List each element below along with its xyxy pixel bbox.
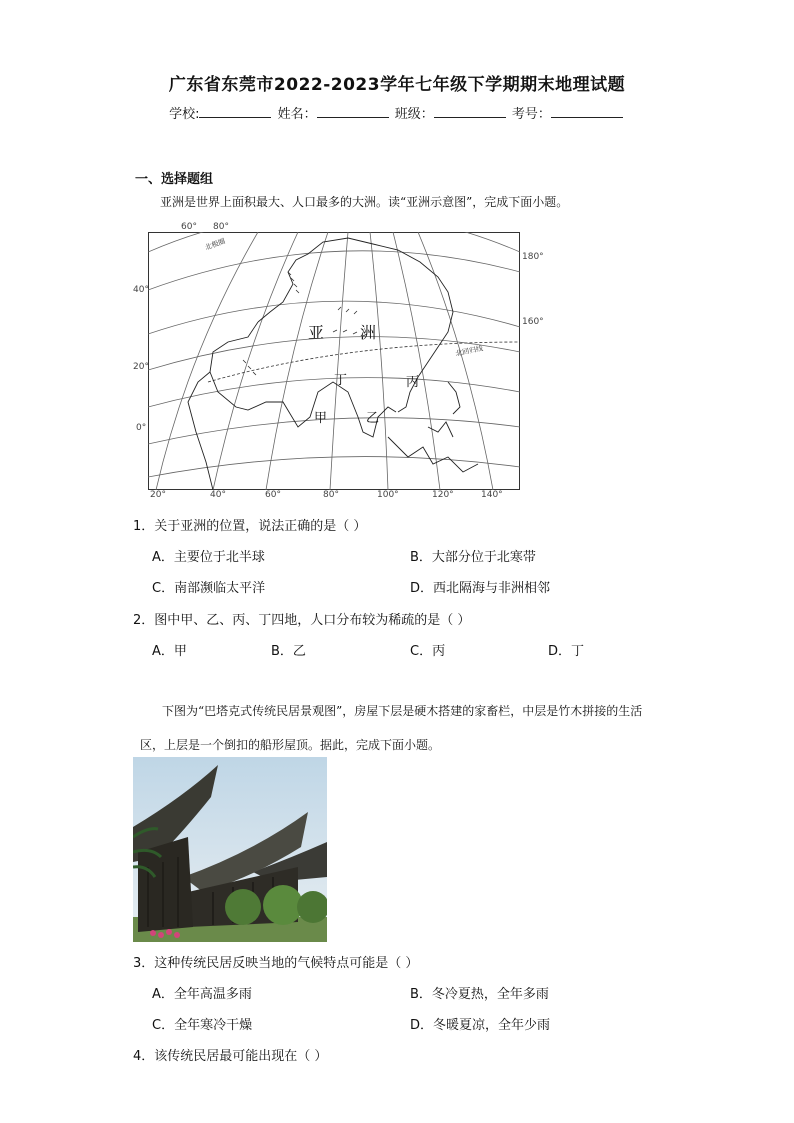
question-2-option-a[interactable]: A．甲 [152,644,187,659]
map-label-bing: 丙 [406,375,420,390]
map-label-asia: 亚 [308,323,325,342]
student-info-line [0,103,794,122]
school-label: 学校: [169,107,200,122]
question-2-stem: 2．图中甲、乙、丙、丁四地，人口分布较为稀疏的是（ ） [133,613,471,628]
map-tick-bottom-3: 80° [323,490,339,500]
name-blank [317,105,389,118]
page-title: 广东省东莞市2022-2023学年七年级下学期期末地理试题 [168,75,626,95]
map-tick-left-0: 40° [133,285,149,295]
question-1-stem: 1．关于亚洲的位置，说法正确的是（ ） [133,519,367,534]
map-label-ding: 丁 [334,373,348,388]
map-label-arctic: 北极圈 [203,237,227,252]
map-tick-top-1: 80° [213,222,229,232]
map-tick-right-0: 180° [522,252,544,262]
name-label: 姓名： [277,107,317,122]
school-blank [199,105,271,118]
question-2-option-d[interactable]: D．丁 [548,644,585,659]
batak-house-photo [133,757,327,942]
map-tick-left-1: 20° [133,362,149,372]
map-tick-bottom-6: 140° [481,490,503,500]
question-2-option-c[interactable]: C．丙 [410,644,446,659]
map-label-yi: 乙 [366,411,380,426]
map-tick-left-2: 0° [136,423,147,433]
map-tick-right-1: 160° [522,317,544,327]
question-1-option-c[interactable]: C．南部濒临太平洋 [152,581,266,596]
section-title: 一、选择题组 [135,172,214,187]
question-3-option-d[interactable]: D．冬暖夏凉，全年少雨 [410,1018,551,1033]
class-label: 班级： [394,107,434,122]
asia-map [148,232,520,490]
exam-number-label: 考号： [511,107,551,122]
question-3-stem: 3．这种传统民居反映当地的气候特点可能是（ ） [133,956,419,971]
map-tick-bottom-2: 60° [265,490,281,500]
asia-map-svg [148,232,520,490]
class-blank [434,105,506,118]
map-label-tropic: 北回归线 [454,344,484,358]
question-3-option-c[interactable]: C．全年寒冷干燥 [152,1018,253,1033]
map-label-zhou: 洲 [360,323,377,342]
question-1-option-b[interactable]: B．大部分位于北寒带 [410,550,536,565]
question-1-option-d[interactable]: D．西北隔海与非洲相邻 [410,581,551,596]
group2-intro: 下图为“巴塔克式传统民居景观图”，房屋下层是硬木搭建的家畜栏，中层是竹木拼接的生活区，上层是一个倒扣的船形屋顶。据此，完成下面小题。 [140,704,643,752]
map-tick-bottom-0: 20° [150,490,166,500]
question-1-option-a[interactable]: A．主要位于北半球 [152,550,265,565]
map-tick-bottom-4: 100° [377,490,399,500]
batak-house-illustration [133,757,327,942]
map-tick-bottom-5: 120° [432,490,454,500]
exam-number-blank [551,105,623,118]
group1-intro: 亚洲是世界上面积最大、人口最多的大洲。读“亚洲示意图”，完成下面小题。 [160,195,569,209]
question-2-option-b[interactable]: B．乙 [271,644,306,659]
question-3-option-a[interactable]: A．全年高温多雨 [152,987,252,1002]
question-4-stem: 4．该传统民居最可能出现在（ ） [133,1049,328,1064]
map-tick-top-0: 60° [181,222,197,232]
map-tick-bottom-1: 40° [210,490,226,500]
question-3-option-b[interactable]: B．冬冷夏热，全年多雨 [410,987,549,1002]
map-label-jia: 甲 [314,411,328,426]
